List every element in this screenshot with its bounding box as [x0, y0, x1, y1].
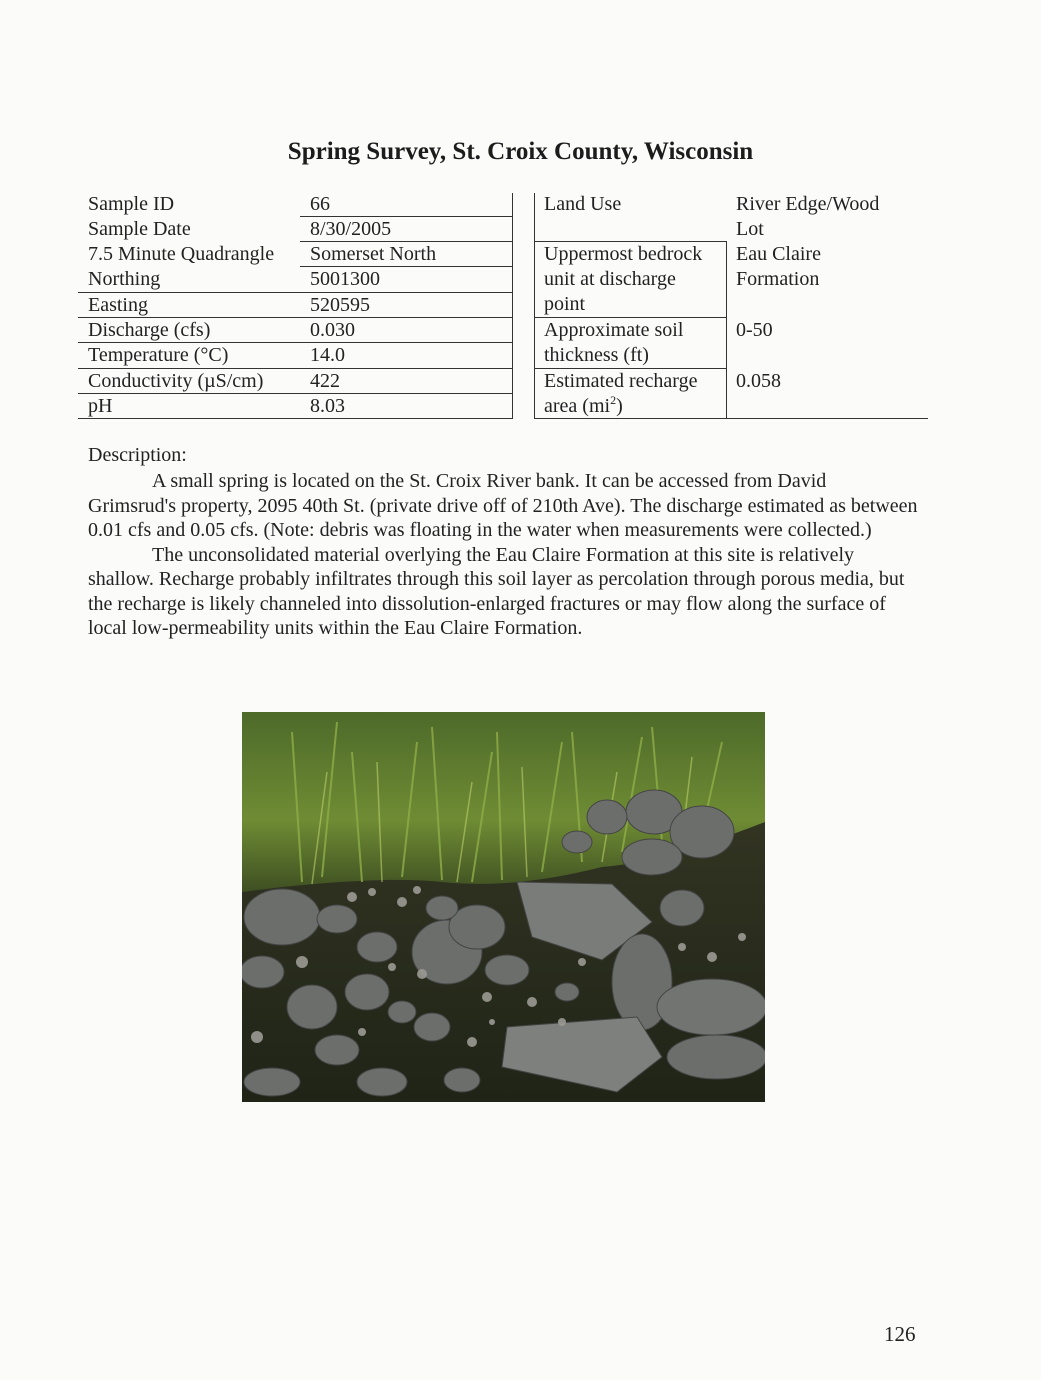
table-value: 422 — [310, 370, 340, 392]
recharge-label — [544, 394, 623, 419]
table-label: 7.5 Minute Quadrangle — [88, 243, 275, 265]
bedrock-value: Eau Claire — [736, 243, 821, 265]
table-rule — [300, 266, 512, 267]
description-paragraph: The unconsolidated material overlying the Eau Claire Formation at this site is relatively shallow. Recharge probably infiltrates through this soil layer as percolation through porous media, but the recharge is likely channeled into dissolution-enlarged fractures or may flow along the surface of local low-permeability units within the Eau Claire Formation. — [88, 543, 905, 639]
table-rule — [300, 241, 512, 242]
table-border — [726, 241, 727, 419]
bedrock-value: Formation — [736, 268, 820, 290]
soil-label: thickness (ft) — [544, 344, 649, 366]
table-label: Easting — [88, 294, 148, 316]
recharge-label-text: area (mi — [544, 395, 611, 417]
table-rule — [78, 292, 512, 293]
description-paragraph: A small spring is located on the St. Croix River bank. It can be accessed from David Grimsrud's property, 2095 40th St. (private drive off of 210th Ave). The discharge estimated as between 0.01 cfs and 0.05 cfs. (Note: debris was floating in the water when measurements were collected.) — [88, 470, 918, 541]
description-label: Description: — [88, 444, 187, 466]
land-use-value: River Edge/Wood — [736, 193, 880, 215]
bedrock-label: point — [544, 293, 586, 315]
table-label: Temperature (°C) — [88, 344, 229, 366]
land-use-label: Land Use — [544, 193, 622, 215]
table-value: Somerset North — [310, 243, 437, 265]
bedrock-label: unit at discharge — [544, 268, 676, 290]
table-value: 0.030 — [310, 319, 355, 341]
table-value: 14.0 — [310, 344, 345, 366]
page-number: 126 — [884, 1322, 916, 1346]
table-border — [512, 193, 513, 419]
table-label: pH — [88, 395, 113, 417]
description-body — [88, 469, 918, 641]
table-value: 66 — [310, 193, 330, 215]
soil-value: 0-50 — [736, 319, 773, 341]
table-label: Sample ID — [88, 193, 175, 215]
table-value: 520595 — [310, 294, 370, 316]
table-label: Sample Date — [88, 218, 191, 240]
table-rule — [78, 393, 512, 394]
table-value: 8/30/2005 — [310, 218, 392, 240]
table-value: 8.03 — [310, 395, 345, 417]
page-title: Spring Survey, St. Croix County, Wisconsin — [287, 138, 754, 165]
recharge-label-text: ) — [616, 395, 623, 417]
table-rule — [78, 368, 512, 369]
table-rule — [78, 317, 512, 318]
table-rule — [300, 216, 512, 217]
superscript: 2 — [610, 393, 617, 407]
recharge-label: Estimated recharge — [544, 370, 698, 392]
table-label: Conductivity (µS/cm) — [88, 370, 264, 392]
table-border — [534, 193, 535, 419]
recharge-value: 0.058 — [736, 370, 781, 392]
table-rule — [78, 418, 512, 419]
spring-site-photo — [242, 712, 765, 1102]
table-value: 5001300 — [310, 268, 380, 290]
table-label: Northing — [88, 268, 161, 290]
table-label: Discharge (cfs) — [88, 319, 211, 341]
land-use-value: Lot — [736, 218, 764, 240]
soil-label: Approximate soil — [544, 319, 684, 341]
bedrock-label: Uppermost bedrock — [544, 243, 703, 265]
table-rule — [78, 342, 512, 343]
